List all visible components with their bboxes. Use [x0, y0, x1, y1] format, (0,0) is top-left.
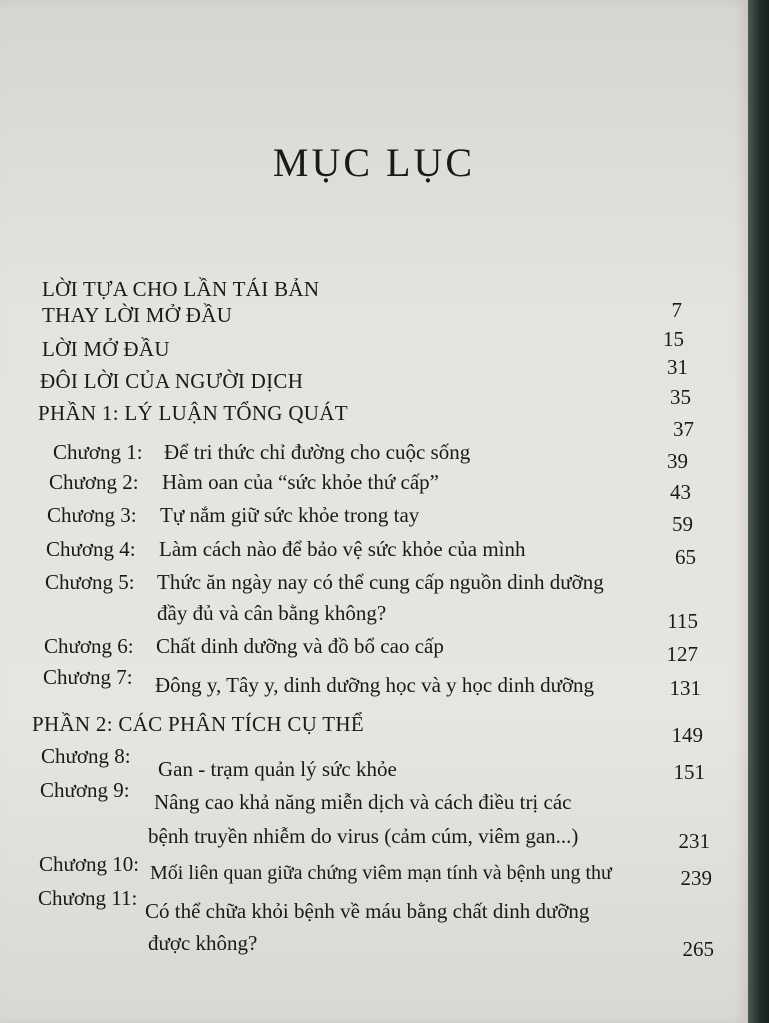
chapter-title: Để tri thức chỉ đường cho cuộc sống — [164, 440, 471, 464]
toc-page-number: 43 — [670, 480, 691, 504]
chapter-title: Có thể chữa khỏi bệnh về máu bằng chất dinh dưỡng — [145, 899, 590, 923]
toc-page-number: 115 — [667, 609, 698, 633]
chapter-label: Chương 6: — [44, 634, 134, 658]
toc-page-number: 35 — [670, 385, 691, 409]
toc-page-number: 39 — [667, 449, 688, 473]
toc-part-heading: PHẦN 2: CÁC PHÂN TÍCH CỤ THỂ — [32, 712, 364, 736]
chapter-title: Làm cách nào để bảo vệ sức khỏe của mình — [159, 537, 526, 561]
chapter-label: Chương 1: — [53, 440, 143, 464]
chapter-label: Chương 8: — [41, 744, 131, 768]
toc-page-number: 65 — [675, 545, 696, 569]
chapter-label: Chương 9: — [40, 778, 130, 802]
chapter-title: Đông y, Tây y, dinh dưỡng học và y học dinh dưỡng — [155, 673, 595, 697]
chapter-label: Chương 3: — [47, 503, 137, 527]
toc-entry: LỜI MỞ ĐẦU — [42, 337, 170, 361]
toc-page-number: 151 — [673, 760, 705, 784]
chapter-title: Hàm oan của “sức khỏe thứ cấp” — [162, 470, 439, 494]
toc-page-number: 7 — [671, 298, 682, 322]
chapter-label: Chương 7: — [43, 665, 133, 689]
chapter-label: Chương 2: — [49, 470, 139, 494]
book-cover-edge — [748, 0, 769, 1023]
chapter-title: Thức ăn ngày nay có thể cung cấp nguồn dinh dưỡng — [157, 570, 604, 594]
chapter-title-continued: đầy đủ và cân bằng không? — [157, 601, 387, 625]
chapter-label: Chương 11: — [38, 886, 138, 910]
toc-page-number: 131 — [669, 676, 701, 700]
toc-page-number: 31 — [667, 355, 688, 379]
toc-part-heading: PHẦN 1: LÝ LUẬN TỔNG QUÁT — [38, 401, 348, 425]
chapter-title: Nâng cao khả năng miễn dịch và cách điều trị các — [154, 790, 572, 814]
toc-page-number: 149 — [671, 723, 703, 747]
toc-page-number: 265 — [682, 937, 714, 961]
chapter-label: Chương 5: — [45, 570, 135, 594]
chapter-title-continued: được không? — [148, 931, 258, 955]
chapter-label: Chương 10: — [39, 852, 140, 876]
toc-page-number: 231 — [678, 829, 710, 853]
toc-page-number: 59 — [672, 512, 693, 536]
chapter-title: Gan - trạm quản lý sức khỏe — [158, 757, 397, 781]
chapter-title: Chất dinh dưỡng và đồ bổ cao cấp — [156, 634, 444, 658]
chapter-title: Mối liên quan giữa chứng viêm mạn tính và bệnh ung thư — [150, 862, 612, 884]
page-title: MỤC LỤC — [272, 139, 476, 185]
toc-page-number: 239 — [680, 866, 712, 890]
toc-entry: LỜI TỰA CHO LẦN TÁI BẢN — [42, 277, 320, 301]
chapter-title-continued: bệnh truyền nhiễm do virus (cảm cúm, viêm gan...) — [148, 824, 579, 848]
chapter-label: Chương 4: — [46, 537, 136, 561]
toc-page-number: 15 — [663, 327, 684, 351]
toc-page-number: 127 — [666, 642, 698, 666]
toc-entry: ĐÔI LỜI CỦA NGƯỜI DỊCH — [40, 369, 304, 393]
toc-page-number: 37 — [673, 417, 694, 441]
chapter-title: Tự nắm giữ sức khỏe trong tay — [160, 503, 420, 527]
toc-entry: THAY LỜI MỞ ĐẦU — [42, 303, 233, 327]
